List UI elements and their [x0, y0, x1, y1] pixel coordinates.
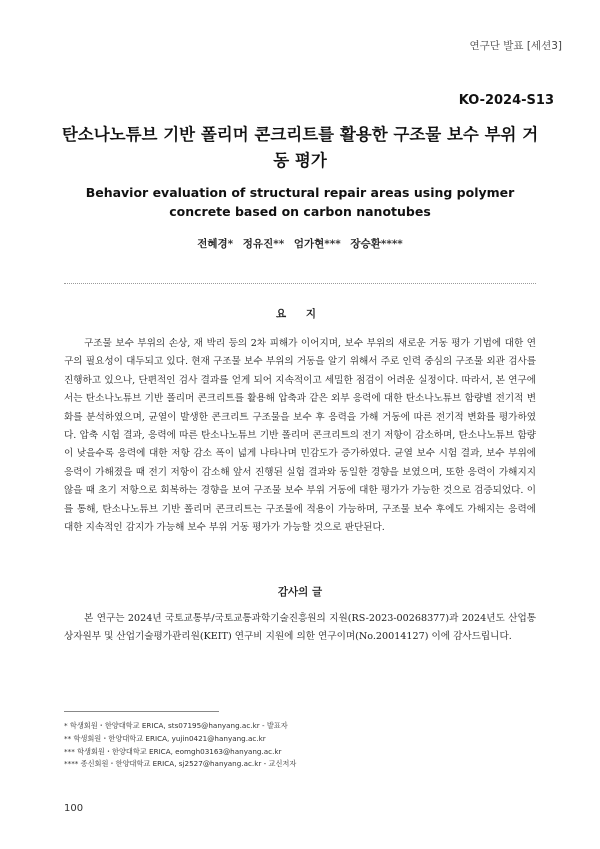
footnote-rule: [64, 711, 219, 712]
footnote-author-2: ** 학생회원・한양대학교 ERICA, yujin0421@hanyang.ac.kr: [64, 733, 266, 743]
footnote-author-3: *** 학생회원・한양대학교 ERICA, eomgh03163@hanyang.ac.kr: [64, 746, 282, 756]
abstract-body: 구조물 보수 부위의 손상, 재 박리 등의 2차 피해가 이어지며, 보수 부위의 새로운 거동 평가 기법에 대한 연구의 필요성이 대두되고 있다. 현재 구조물 보수 부위의 거동을 알기 위해서 주로 인력 중심의 구조물 외관 검사를 진행하고 있으나, 단편적인 검사 결과를 얻게 되어 지속적이고 세밀한 점검이 어려운 실정이다. 따라서, 본 연구에서는 탄소나노튜브 기반 폴리머 콘크리트를 활용해 압축과 같은 외부 응력에 대한 탄소나노튜브 함량별 전기적 변화를 분석하였으며, 균열이 발생한 콘크리트 구조물을 보수 후 응력을 가해 거동에 따른 전기적 변화를 평가하였다. 압축 시험 결과, 응력에 따른 탄소나노튜브 기반 폴리머 콘크리트의 전기 저항이 감소하며, 탄소나노튜브 함량이 낮을수록 응력에 대한 저항 감소 폭이 넓게 나타나며 민감도가 증가하였다. 균열 보수 시험 결과, 보수 부위에 응력이 가해졌을 때 전기 저항이 감소해 앞서 진행된 실험 결과와 동일한 경향을 보였으며, 또한 응력이 가해지지 않을 때 초기 저항으로 회복하는 경향을 보여 구조물 보수 부위 거동에 대한 평가가 가능한 것으로 검증되었다. 이를 통해, 탄소나노튜브 기반 폴리머 콘크리트는 구조물에 적용이 가능하며, 구조물 보수 후에도 가해지는 응력에 대한 지속적인 감지가 가능해 보수 부위 거동 평가가 가능할 것으로 판단된다.: [64, 338, 536, 534]
section-divider: [64, 283, 536, 284]
abstract-heading: 요 지: [276, 308, 324, 320]
footnotes: [64, 720, 536, 771]
acknowledgement-body: 본 연구는 2024년 국토교통부/국토교통과학기술진흥원의 지원(RS-2023-00268377)과 2024년도 산업통상자원부 및 산업기술평가관리원(KEIT) 연구비 지원에 의한 연구이며(No.20014127) 이에 감사드립니다.: [64, 613, 536, 643]
title-korean: 탄소나노튜브 기반 폴리머 콘크리트를 활용한 구조물 보수 부위 거동 평가: [61, 125, 539, 170]
session-label: 연구단 발표 [세션3]: [469, 40, 562, 52]
title-english: Behavior evaluation of structural repair areas using polymer concrete based on carbon nanotubes: [85, 185, 515, 219]
author-list: 전혜경* 정유진** 엄가현*** 장승환****: [197, 238, 403, 250]
page-number: 100: [64, 803, 84, 814]
footnote-author-1: * 학생회원・한양대학교 ERICA, sts07195@hanyang.ac.kr - 발표자: [64, 721, 288, 730]
acknowledgement-heading: 감사의 글: [277, 586, 323, 598]
paper-id: KO-2024-S13: [458, 93, 554, 108]
footnote-author-4: **** 종신회원・한양대학교 ERICA, sj2527@hanyang.ac.kr - 교신저자: [64, 759, 297, 769]
